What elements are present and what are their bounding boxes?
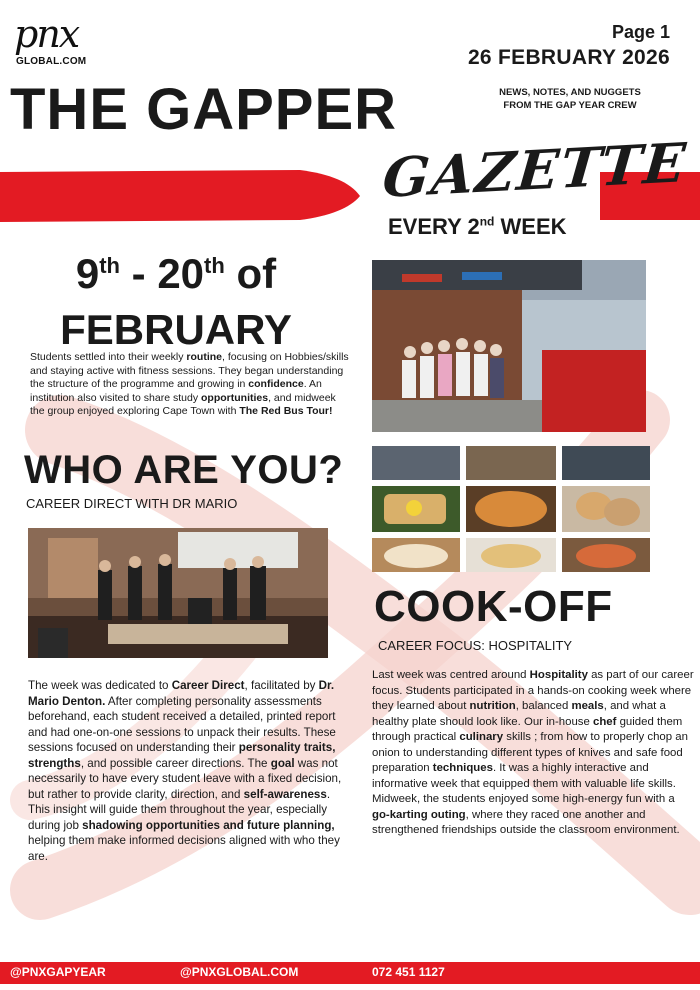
text-run: Hospitality: [529, 669, 588, 681]
text-run: The Red Bus Tour!: [239, 405, 333, 418]
masthead-title: THE GAPPER: [10, 77, 398, 142]
text-run: personality traits, strengths: [28, 741, 336, 770]
heading-day-start: 9: [75, 250, 100, 297]
logo-wordmark: pnx: [14, 12, 79, 56]
text-run: , and midweek the group enjoyed exploring Cape Town with: [30, 391, 336, 418]
text-run: skills ; from how to properly chop an onion to understanding different types of knives and safe food preparation: [372, 731, 688, 774]
footer-phone-number[interactable]: 072 451 1127: [372, 965, 445, 979]
heading-of: of: [224, 250, 277, 297]
text-run: Career Direct: [171, 679, 245, 692]
text-run: self-awareness: [243, 787, 327, 801]
section-body-career-direct: [28, 678, 348, 864]
heading-day-end: - 20: [120, 250, 205, 297]
text-run: shadowing opportunities and future planning,: [82, 818, 335, 832]
heading-sup-2: th: [204, 253, 225, 278]
text-run: , and what a healthy plate should look like. Our in-house: [372, 700, 666, 728]
text-run: . It was a highly interactive and informative week that equipped them with valuable life skills. Midweek, the students enjoyed some high-energy fun with a: [372, 762, 676, 805]
text-run: as part of our career focus. Students participated in a hands-on cooking week where they learned about: [372, 669, 694, 712]
text-run: . This insight will guide them throughout the year, especially during job: [28, 787, 331, 832]
tagline-line-2: FROM THE GAP YEAR CREW: [503, 100, 637, 111]
text-run: goal: [270, 756, 295, 770]
section-subheading-career-direct: CAREER DIRECT WITH DR MARIO: [26, 496, 238, 511]
text-run: , balanced: [515, 700, 572, 712]
text-run: was not necessarily to have every student leave with a fixed decision, but rather to provide clarity, direction, and: [28, 756, 342, 801]
tagline: [470, 86, 670, 112]
page-number: Page 1: [611, 22, 670, 42]
footer-instagram-handle[interactable]: @PNXGAPYEAR: [10, 965, 106, 979]
text-run: opportunities: [201, 391, 269, 404]
text-run: , focusing on Hobbies/skills and staying active with fitness sessions. They began understanding the structure of the programme and growing in: [30, 351, 349, 391]
text-run: , facilitated by: [244, 679, 319, 692]
text-run: After completing personality assessments beforehand, each student received a detailed, printed report and had one-on-one sessions to unpack their results. These sessions focused on understanding their: [28, 694, 336, 754]
text-run: techniques: [432, 762, 493, 774]
section-subheading-hospitality: CAREER FOCUS: HOSPITALITY: [378, 638, 573, 653]
photo-grid-cooking: [372, 446, 650, 572]
text-run: , where they raced one another and strengthened friendships outside the classroom environment.: [372, 808, 680, 836]
pnx-logo: [14, 14, 94, 70]
text-run: . An institution also visited to share study: [30, 378, 322, 404]
text-run: , and possible career directions. The: [80, 756, 271, 770]
frequency-prefix: EVERY 2: [388, 214, 480, 239]
heading-sup-1: th: [99, 253, 120, 278]
logo-domain: GLOBAL.COM: [16, 56, 87, 67]
text-run: chef: [592, 715, 617, 728]
section-body-dates: [30, 351, 350, 419]
heading-month: FEBRUARY: [60, 306, 292, 353]
text-run: Students settled into their weekly: [30, 351, 187, 363]
footer-bar: [0, 962, 700, 984]
section-heading-cook-off: COOK-OFF: [374, 582, 613, 631]
text-run: confidence: [248, 378, 304, 391]
photo-grid-illustration: [372, 446, 650, 572]
frequency-label: [388, 214, 567, 240]
text-run: helping them make informed decisions aligned with who they are.: [28, 834, 340, 863]
issue-date: 26 FEBRUARY 2026: [467, 46, 670, 69]
text-run: Dr. Mario Denton.: [28, 679, 335, 708]
photo-red-bus-illustration: [372, 260, 646, 432]
text-run: meals: [571, 700, 604, 712]
section-heading-dates: [26, 238, 326, 358]
red-brush-bar: [0, 168, 360, 222]
text-run: Last week was centred around: [372, 669, 530, 681]
photo-red-bus-tour: [372, 260, 646, 432]
text-run: guided them through practical: [372, 715, 683, 743]
tagline-line-1: NEWS, NOTES, AND NUGGETS: [499, 87, 641, 98]
text-run: culinary: [459, 731, 504, 743]
photo-classroom-illustration: [28, 528, 328, 658]
footer-website-link[interactable]: @PNXGLOBAL.COM: [180, 965, 299, 979]
gazette-script-title: GAZETTE: [380, 130, 690, 210]
text-run: go-karting outing: [372, 808, 466, 821]
frequency-suffix: WEEK: [494, 214, 567, 239]
photo-career-direct-session: [28, 528, 328, 658]
section-body-cook-off: [372, 668, 694, 839]
text-run: routine: [186, 351, 223, 363]
text-run: The week was dedicated to: [28, 679, 172, 692]
section-heading-who-are-you: WHO ARE YOU?: [24, 448, 344, 492]
text-run: nutrition: [469, 700, 516, 712]
frequency-sup: nd: [479, 214, 495, 229]
